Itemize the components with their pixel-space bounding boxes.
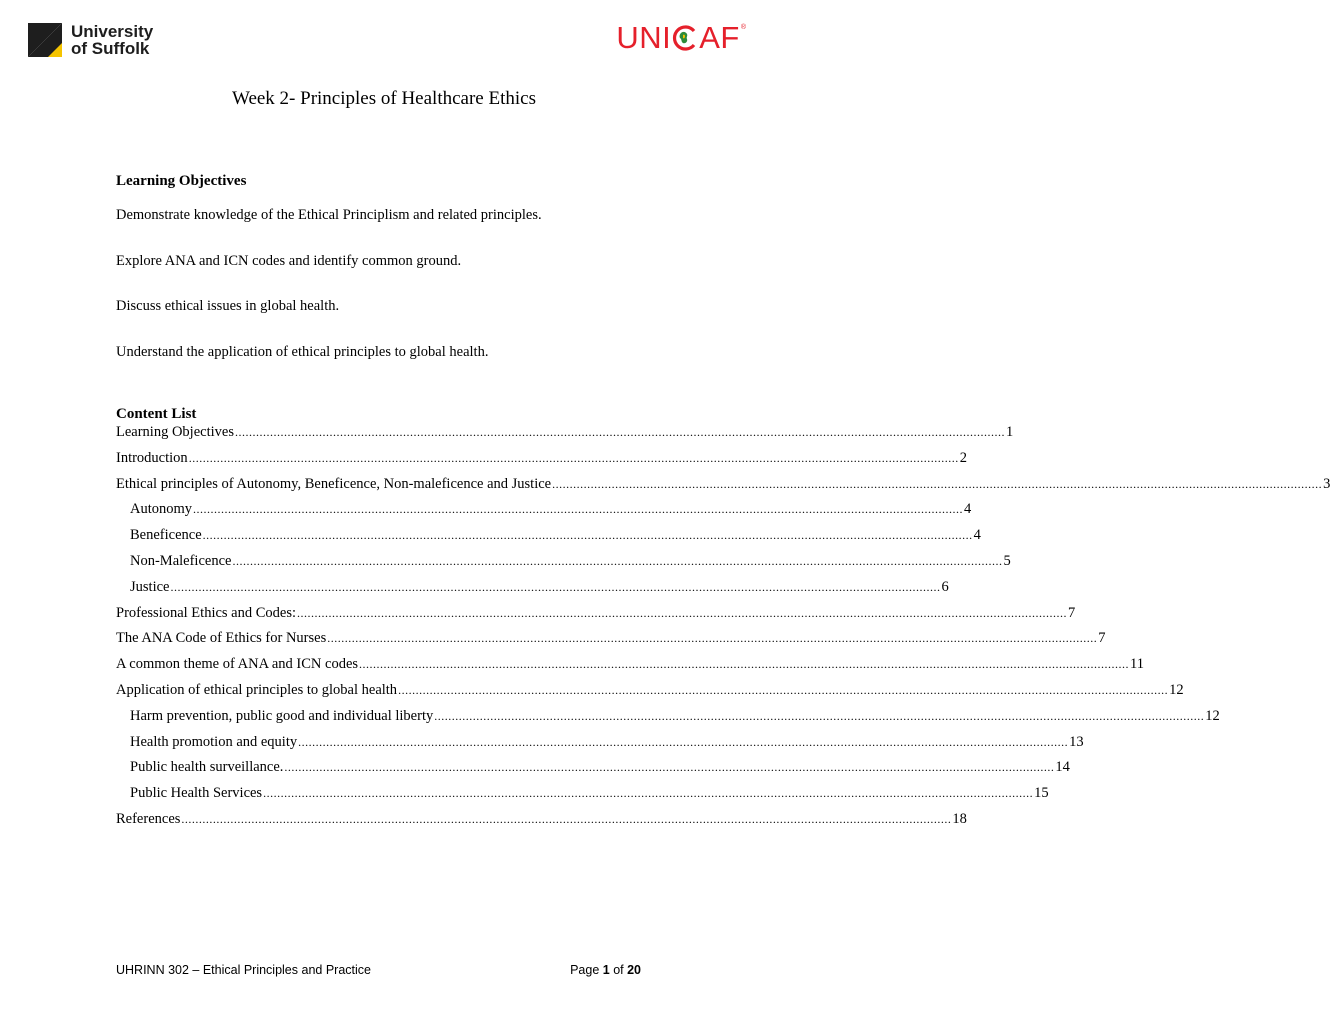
toc-entry-page: 15 bbox=[1034, 785, 1049, 802]
toc-leader-dots: ............................................................................................................................................................................................................................ bbox=[359, 657, 1130, 672]
university-of-suffolk-wordmark bbox=[71, 23, 153, 57]
toc-entry-page: 12 bbox=[1205, 707, 1220, 724]
registered-mark: ® bbox=[740, 24, 746, 31]
toc-entry[interactable] bbox=[116, 449, 967, 476]
toc-entry-page: 3 bbox=[1323, 475, 1330, 492]
toc-leader-dots: ............................................................................................................................................................................................................................ bbox=[434, 708, 1205, 723]
toc-leader-dots: ............................................................................................................................................................................................................................ bbox=[398, 682, 1169, 697]
toc-entry-label: Health promotion and equity bbox=[130, 733, 298, 750]
toc-entry-page: 13 bbox=[1069, 733, 1084, 750]
table-of-contents bbox=[116, 424, 1330, 837]
toc-entry-page: 6 bbox=[941, 578, 949, 595]
toc-entry-label: Autonomy bbox=[130, 501, 193, 518]
toc-entry-page: 2 bbox=[959, 449, 967, 466]
unicaf-globe-icon bbox=[672, 25, 698, 51]
logo-line-1: University bbox=[71, 22, 154, 41]
toc-entry-page: 18 bbox=[952, 810, 967, 827]
toc-leader-dots: ............................................................................................................................................................................................................................ bbox=[552, 476, 1323, 491]
toc-entry-page: 5 bbox=[1003, 552, 1011, 569]
toc-entry-label: Professional Ethics and Codes: bbox=[116, 604, 297, 621]
toc-entry-page: 7 bbox=[1068, 604, 1076, 621]
page-current: 1 bbox=[602, 963, 610, 977]
page-prefix: Page bbox=[570, 963, 603, 977]
university-of-suffolk-logo-icon bbox=[28, 23, 62, 57]
unicaf-text-right: AF bbox=[699, 20, 740, 55]
toc-entry[interactable] bbox=[116, 527, 981, 553]
toc-entry-label: Ethical principles of Autonomy, Beneficence, Non-maleficence and Justice bbox=[116, 475, 552, 492]
toc-entry[interactable] bbox=[116, 552, 1011, 579]
toc-entry-page: 11 bbox=[1130, 656, 1145, 673]
toc-leader-dots: ............................................................................................................................................................................................................................ bbox=[188, 450, 959, 465]
toc-leader-dots: ............................................................................................................................................................................................................................ bbox=[327, 631, 1098, 646]
toc-entry-page: 12 bbox=[1169, 681, 1184, 698]
page-total: 20 bbox=[627, 963, 641, 977]
toc-entry-label: Application of ethical principles to global health bbox=[116, 681, 398, 698]
toc-entry-page: 4 bbox=[964, 501, 972, 518]
toc-entry-label: Introduction bbox=[116, 449, 188, 466]
toc-entry-label: Learning Objectives bbox=[116, 424, 234, 440]
content-list-heading: Content List bbox=[116, 406, 197, 422]
learning-objectives-heading: Learning Objectives bbox=[116, 173, 247, 189]
toc-entry[interactable] bbox=[116, 424, 1014, 450]
toc-entry-label: A common theme of ANA and ICN codes bbox=[116, 656, 359, 673]
toc-entry[interactable] bbox=[116, 501, 972, 527]
toc-entry-page: 7 bbox=[1098, 630, 1106, 647]
university-of-suffolk-logo bbox=[28, 20, 153, 60]
toc-entry-label: Harm prevention, public good and individual liberty bbox=[130, 707, 434, 724]
toc-leader-dots: ............................................................................................................................................................................................................................ bbox=[263, 786, 1034, 801]
toc-entry[interactable] bbox=[116, 733, 1084, 760]
toc-entry-page: 1 bbox=[1005, 424, 1014, 440]
toc-entry[interactable] bbox=[116, 810, 967, 837]
toc-leader-dots: ............................................................................................................................................................................................................................ bbox=[232, 553, 1003, 568]
logo-line-2: of Suffolk bbox=[71, 39, 150, 58]
toc-entry[interactable] bbox=[116, 707, 1220, 734]
toc-entry[interactable] bbox=[116, 604, 1076, 631]
toc-entry-label: Public health surveillance. bbox=[130, 759, 284, 776]
toc-leader-dots: ............................................................................................................................................................................................................................ bbox=[298, 734, 1069, 749]
toc-leader-dots: ............................................................................................................................................................................................................................ bbox=[170, 579, 941, 594]
page-separator: of bbox=[609, 963, 628, 977]
objective-item: Demonstrate knowledge of the Ethical Principlism and related principles. bbox=[116, 207, 542, 223]
toc-entry[interactable] bbox=[116, 475, 1330, 502]
toc-entry-label: References bbox=[116, 810, 181, 827]
toc-entry[interactable] bbox=[116, 785, 1049, 811]
toc-entry-label: Beneficence bbox=[130, 527, 202, 544]
toc-entry-label: The ANA Code of Ethics for Nurses bbox=[116, 630, 327, 647]
unicaf-text-left: UNI bbox=[616, 20, 672, 55]
page-title: Week 2- Principles of Healthcare Ethics bbox=[232, 88, 536, 109]
objective-item: Discuss ethical issues in global health. bbox=[116, 298, 340, 314]
footer-course-title: UHRINN 302 – Ethical Principles and Practice bbox=[116, 963, 371, 977]
toc-leader-dots: ............................................................................................................................................................................................................................ bbox=[181, 811, 952, 826]
toc-entry[interactable] bbox=[116, 759, 1070, 785]
toc-entry[interactable] bbox=[116, 656, 1145, 682]
unicaf-logo bbox=[616, 20, 746, 56]
toc-entry[interactable] bbox=[116, 630, 1106, 656]
toc-leader-dots: ............................................................................................................................................................................................................................ bbox=[234, 425, 1005, 439]
objective-item: Understand the application of ethical principles to global health. bbox=[116, 344, 489, 360]
toc-leader-dots: ............................................................................................................................................................................................................................ bbox=[202, 528, 973, 543]
toc-leader-dots: ............................................................................................................................................................................................................................ bbox=[284, 760, 1055, 775]
toc-entry-page: 4 bbox=[973, 527, 981, 544]
toc-entry[interactable] bbox=[116, 578, 949, 605]
toc-leader-dots: ............................................................................................................................................................................................................................ bbox=[193, 502, 964, 517]
toc-entry-label: Public Health Services bbox=[130, 785, 263, 802]
toc-entry-page: 14 bbox=[1055, 759, 1070, 776]
toc-leader-dots: ............................................................................................................................................................................................................................ bbox=[297, 605, 1068, 620]
footer-page-number bbox=[570, 963, 641, 977]
toc-entry-label: Justice bbox=[130, 578, 170, 595]
toc-entry[interactable] bbox=[116, 681, 1184, 708]
toc-entry-label: Non-Maleficence bbox=[130, 552, 232, 569]
objective-item: Explore ANA and ICN codes and identify common ground. bbox=[116, 253, 462, 269]
